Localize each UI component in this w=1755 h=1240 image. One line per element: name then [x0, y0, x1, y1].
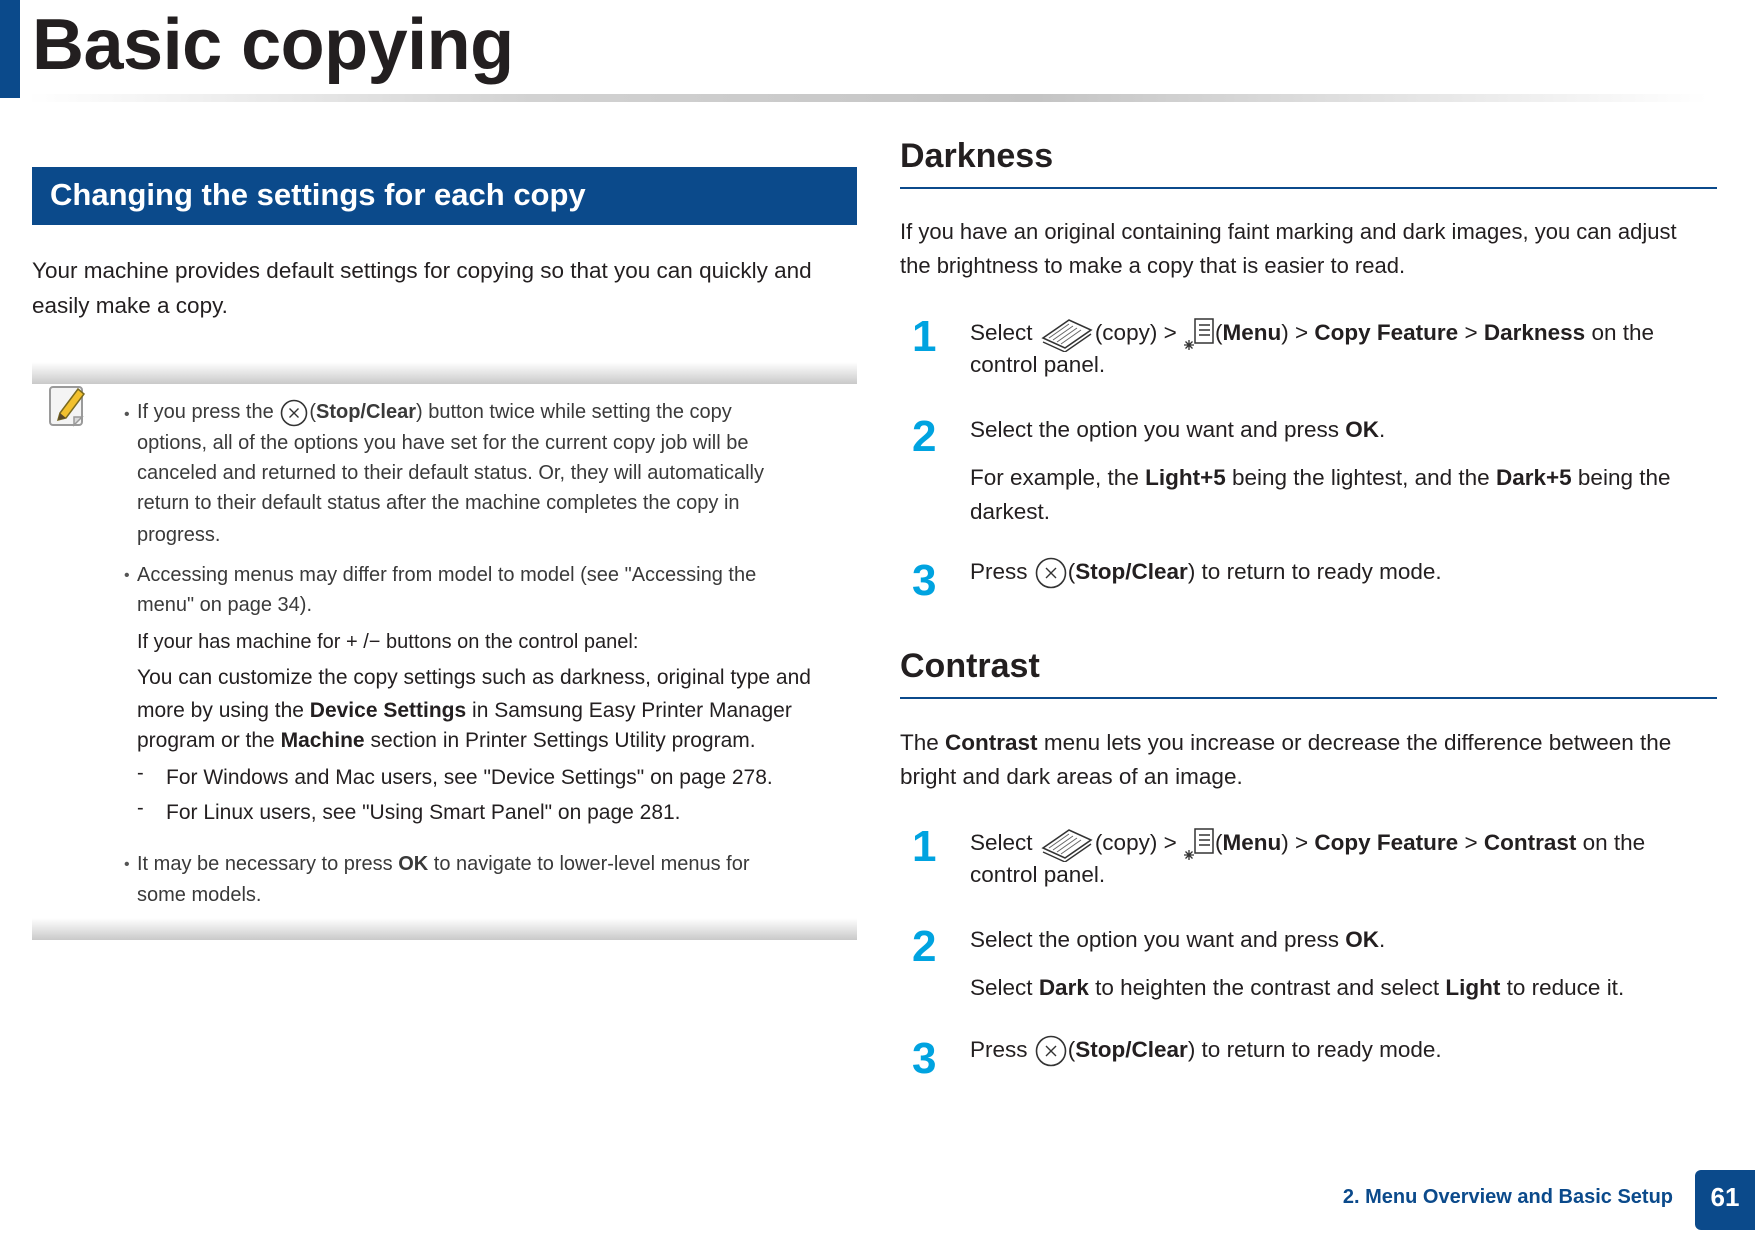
note-bullet-3-line-2: some models.	[137, 884, 262, 906]
step-number: 1	[912, 822, 937, 871]
contrast-step-1-line-2: control panel.	[970, 862, 1106, 887]
contrast-step-2-line-1: Select the option you want and press OK.	[970, 927, 1386, 952]
note-bullet-2-line-2: menu" on page 34).	[137, 594, 312, 616]
step-number: 1	[912, 312, 937, 361]
step-number: 2	[912, 412, 937, 461]
machine-label: Machine	[280, 729, 365, 752]
menu-label: Menu	[1222, 830, 1282, 855]
ex-mid: being the lightest, and the	[1232, 465, 1490, 490]
dark5-label: Dark+5	[1495, 465, 1572, 490]
step1-gt1: ) >	[1281, 830, 1309, 855]
stop-clear-label: Stop/Clear	[315, 401, 417, 423]
step1-gt2: >	[1464, 830, 1478, 855]
contrast-heading: Contrast	[900, 647, 1040, 685]
step3-post: ) to return to ready mode.	[1187, 1037, 1442, 1062]
darkness-step-2-example	[970, 460, 1671, 495]
note-b1-post: ) button twice while setting the copy	[416, 401, 732, 423]
note-bullet-1-line-2: options, all of the options you have set for the current copy job will be	[137, 432, 749, 454]
contrast-step-2-line-2	[970, 970, 1624, 1005]
sel-end: to reduce it.	[1506, 975, 1625, 1000]
note-top-rule	[32, 362, 857, 384]
note-b1-pre: If you press the	[137, 401, 274, 423]
stop-clear-icon	[1034, 556, 1068, 590]
darkness-step-2-line-3: darkest.	[970, 499, 1051, 524]
step1-copy: (copy) >	[1094, 320, 1177, 345]
footer-chapter: 2. Menu Overview and Basic Setup	[1342, 1186, 1673, 1208]
contrast-intro-post: menu lets you increase or decrease the difference between the	[1043, 730, 1672, 755]
step-number: 3	[912, 556, 937, 605]
darkness-intro-2: the brightness to make a copy that is easier to read.	[900, 253, 1406, 278]
darkness-step-1-line-1: Select (copy) > (Menu) > Copy Feature > Darkness on the	[970, 315, 1654, 352]
note-bullet-1-line-4: return to their default status after the machine completes the copy in	[137, 492, 740, 514]
note-plus-minus-line: If your has machine for + /− buttons on the control panel:	[137, 631, 639, 653]
page-number: 61	[1710, 1182, 1740, 1212]
title-accent-bar	[0, 0, 20, 98]
stop-clear-label: Stop/Clear	[1075, 559, 1188, 584]
contrast-intro-1	[900, 725, 1671, 760]
custom-l3-post: section in Printer Settings Utility program.	[370, 729, 756, 752]
step1-gt1: ) >	[1281, 320, 1309, 345]
sub-dash: -	[137, 762, 144, 784]
sel-pre: Select	[970, 975, 1033, 1000]
ex-pre: For example, the	[970, 465, 1139, 490]
note-custom-line-1: You can customize the copy settings such as darkness, original type and	[137, 666, 811, 689]
darkness-heading: Darkness	[900, 137, 1054, 175]
title-divider	[28, 94, 1708, 102]
ok-label: OK	[1345, 927, 1380, 952]
note-bullet-1-line-5: progress.	[137, 524, 221, 546]
note-bullet-3-line-1	[137, 849, 750, 880]
intro-line-2: easily make a copy.	[32, 293, 228, 318]
contrast-rule	[900, 697, 1717, 699]
section-banner	[32, 167, 857, 225]
step3-post: ) to return to ready mode.	[1187, 559, 1442, 584]
menu-label: Menu	[1222, 320, 1282, 345]
menu-icon	[1183, 826, 1215, 862]
step2-pre: Select the option you want and press	[970, 927, 1339, 952]
note-bottom-rule	[32, 918, 857, 940]
darkness-step-1-line-2: control panel.	[970, 352, 1106, 377]
step-number: 3	[912, 1034, 937, 1083]
light-label: Light	[1445, 975, 1501, 1000]
ok-label: OK	[1345, 417, 1380, 442]
contrast-intro-pre: The	[900, 730, 939, 755]
sub-dash: -	[137, 797, 144, 819]
copy-feature-label: Copy Feature	[1314, 830, 1459, 855]
menu-icon	[1183, 316, 1215, 352]
note-sub-2: For Linux users, see "Using Smart Panel" on page 281.	[166, 801, 681, 824]
bullet-dot: •	[124, 856, 130, 873]
note-bullet-1-line-1: If you press the (Stop/Clear) button twice while setting the copy	[137, 397, 732, 428]
contrast-item-label: Contrast	[1483, 830, 1577, 855]
intro-line-1: Your machine provides default settings for copying so that you can quickly and	[32, 258, 812, 283]
contrast-label: Contrast	[945, 730, 1038, 755]
step-number: 2	[912, 922, 937, 971]
note-b3-pre: It may be necessary to press	[137, 853, 393, 875]
bullet-dot: •	[124, 406, 130, 423]
device-settings-label: Device Settings	[309, 699, 467, 722]
darkness-step-2-line-1: Select the option you want and press OK.	[970, 417, 1386, 442]
custom-l2-pre: more by using the	[137, 699, 304, 722]
stop-clear-label: Stop/Clear	[1075, 1037, 1188, 1062]
step1-gt2: >	[1464, 320, 1478, 345]
note-bullet-2-line-1: Accessing menus may differ from model to model (see "Accessing the	[137, 564, 757, 586]
note-bullet-1-line-3: canceled and returned to their default status. Or, they will automatically	[137, 462, 765, 484]
stop-clear-icon	[1034, 1034, 1068, 1068]
step3-pre: Press	[970, 1037, 1028, 1062]
step1-select: Select	[970, 320, 1033, 345]
note-b3-post: to navigate to lower-level menus for	[433, 853, 750, 875]
copy-feature-label: Copy Feature	[1314, 320, 1459, 345]
contrast-step-1-line-1: Select (copy) > (Menu) > Copy Feature > Contrast on the	[970, 825, 1645, 862]
note-pencil-icon	[48, 383, 88, 429]
dark-label: Dark	[1038, 975, 1089, 1000]
darkness-rule	[900, 187, 1717, 189]
light5-label: Light+5	[1145, 465, 1226, 490]
note-custom-line-2	[137, 695, 792, 726]
darkness-step-3: Press (Stop/Clear) to return to ready mode.	[970, 554, 1442, 590]
note-custom-line-3	[137, 725, 756, 756]
darkness-label: Darkness	[1483, 320, 1586, 345]
ex-end: being the	[1577, 465, 1671, 490]
custom-l3-pre: program or the	[137, 729, 275, 752]
custom-l2-post: in Samsung Easy Printer Manager	[472, 699, 792, 722]
contrast-intro-2: bright and dark areas of an image.	[900, 764, 1243, 789]
step1-select: Select	[970, 830, 1033, 855]
step1-tail: on the	[1591, 320, 1654, 345]
darkness-intro-1: If you have an original containing faint marking and dark images, you can adjust	[900, 219, 1677, 244]
contrast-step-3: Press (Stop/Clear) to return to ready mode.	[970, 1032, 1442, 1068]
step2-pre: Select the option you want and press	[970, 417, 1339, 442]
note-sub-1: For Windows and Mac users, see "Device Settings" on page 278.	[166, 766, 773, 789]
step1-copy: (copy) >	[1094, 830, 1177, 855]
bullet-dot: •	[124, 567, 130, 584]
step3-pre: Press	[970, 559, 1028, 584]
sel-mid: to heighten the contrast and select	[1095, 975, 1440, 1000]
page-number-badge	[1695, 1170, 1755, 1230]
stop-clear-icon	[279, 398, 309, 428]
ok-label: OK	[398, 853, 429, 875]
page-title: Basic copying	[32, 5, 514, 85]
section-title: Changing the settings for each copy	[50, 177, 586, 212]
step1-tail: on the	[1582, 830, 1646, 855]
